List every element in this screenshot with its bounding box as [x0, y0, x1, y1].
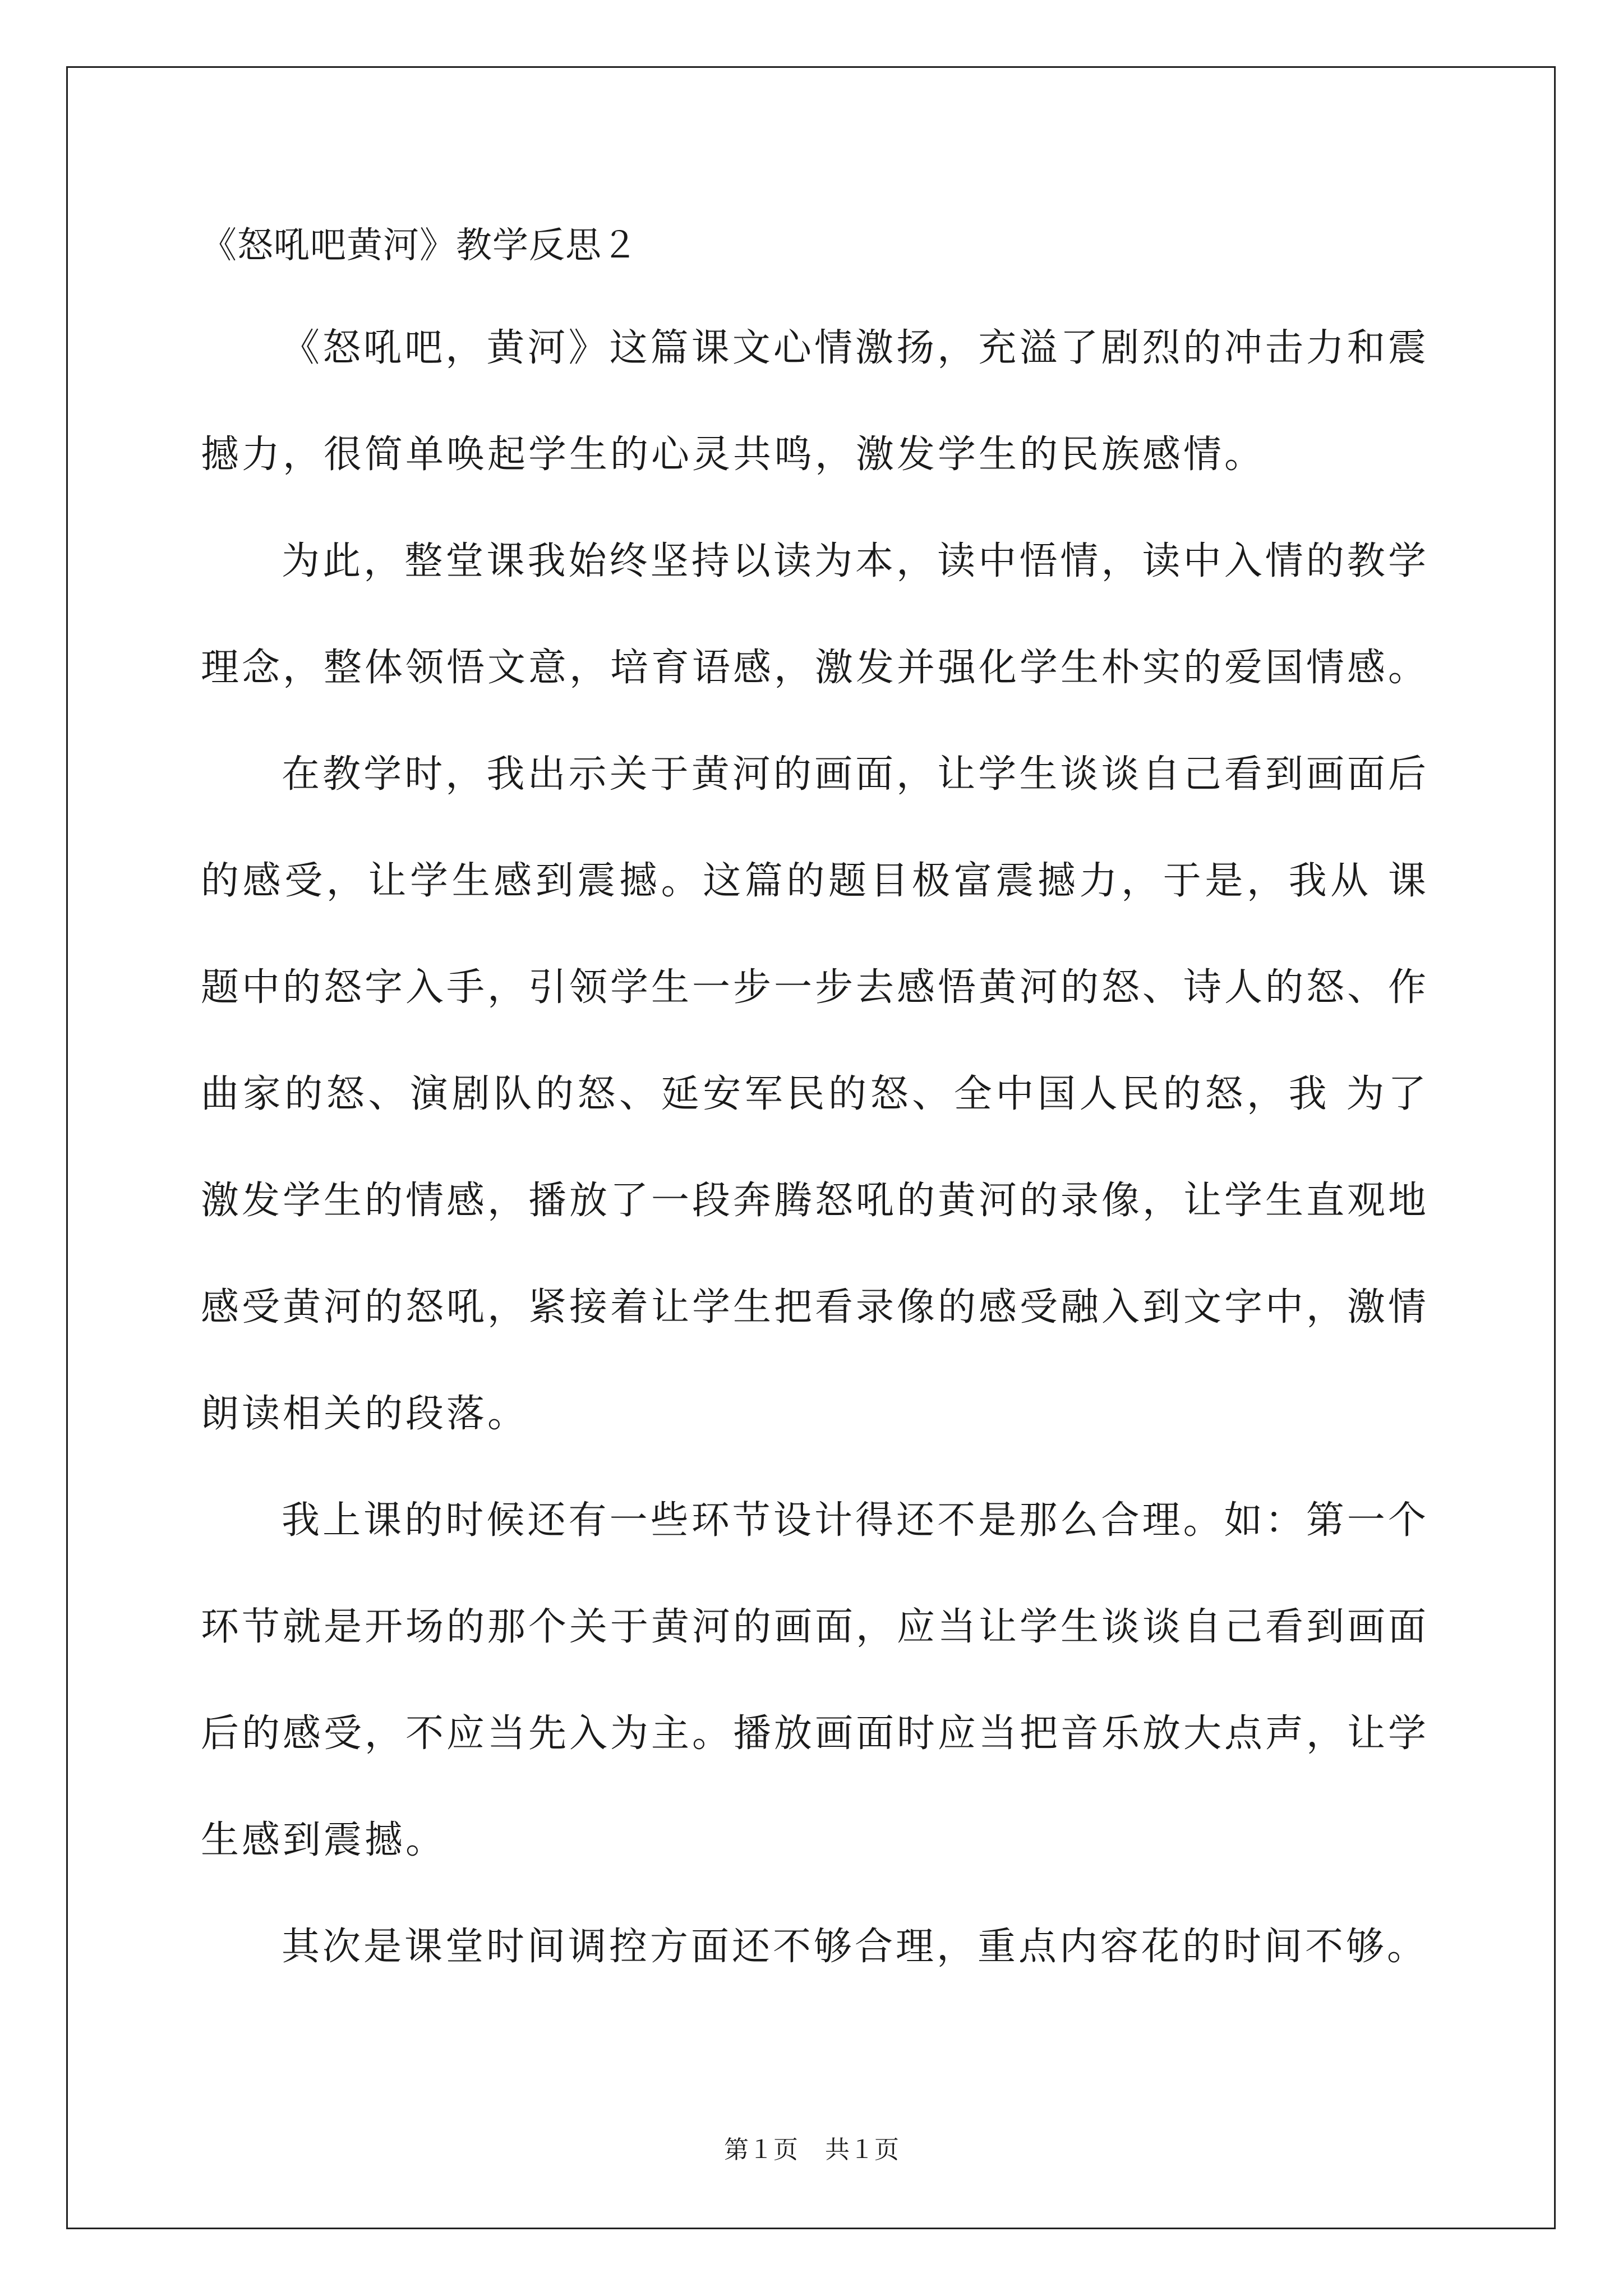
document-body: [201, 295, 1429, 2000]
page-footer: [0, 2134, 1623, 2166]
document-title: 《怒吼吧黄河》教学反思２: [201, 225, 638, 266]
paragraph-5: 其次是课堂时间调控方面还不够合理，重点内容花的时间不够。: [282, 1925, 1428, 1969]
page-number-total: 共１页: [825, 2136, 899, 2164]
paragraph-2: 为此，整堂课我始终坚持以读为本，读中悟情，读中入情的教学理念，整体领悟文意，培育语感，激发并强化学生朴实的爱国情感。: [201, 539, 1430, 690]
paragraph-4: 我上课的时候还有一些环节设计得还不是那么合理。如：第一个环节就是开场的那个关于黄河的画面，应当让学生谈谈自己看到画面后的感受，不应当先入为主。播放画面时应当把音乐放大点声，让学生感到震撼。: [201, 1498, 1430, 1862]
page-number-current: 第１页: [724, 2136, 798, 2164]
paragraph-1: 《怒吼吧，黄河》这篇课文心情激扬，充溢了剧烈的冲击力和震撼力，很简单唤起学生的心灵共鸣，激发学生的民族感情。: [201, 326, 1429, 477]
paragraph-3: 在教学时，我出示关于黄河的画面，让学生谈谈自己看到画面后的感受，让学生感到震撼。这篇的题目极富震撼力，于是，我从 课题中的怒字入手，引领学生一步一步去感悟黄河的怒、诗人的怒、作曲家的怒、演剧队的怒、延安军民的怒、全中国人民的怒，我 为了激发学生的情感，播放了一段奔腾怒吼的黄河的录像，让学生直观地感受黄河的怒吼，紧接着让学生把看录像的感受融入到文字中，激情朗读相关的段落。: [201, 752, 1430, 1436]
